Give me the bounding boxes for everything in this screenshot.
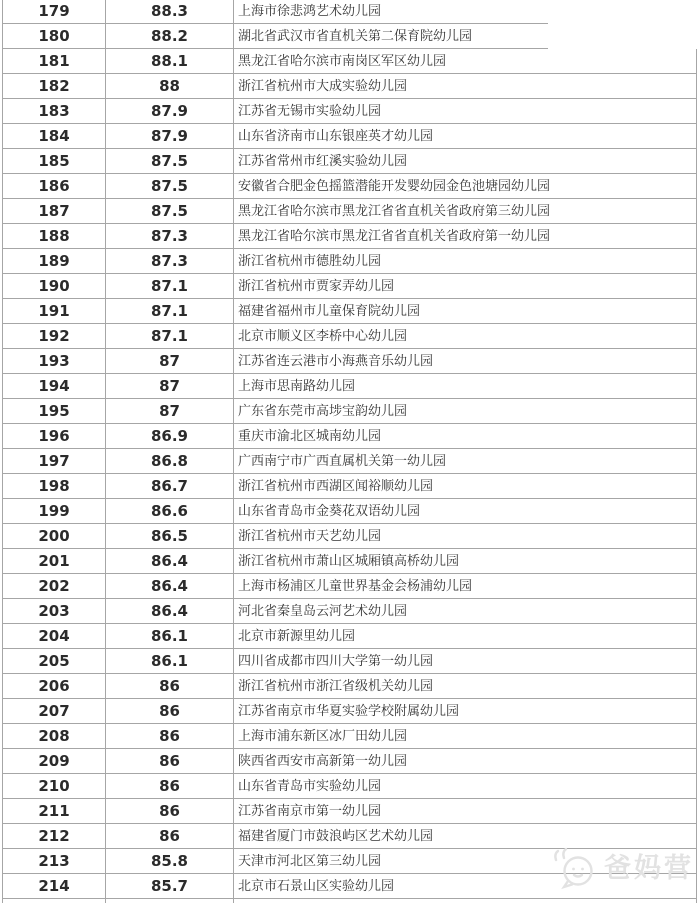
kindergarten-name: 上海市徐悲鸿艺术幼儿园 — [238, 4, 382, 19]
rank-value: 181 — [38, 51, 70, 70]
rank-value: 204 — [38, 626, 70, 645]
table-row — [2, 99, 697, 124]
score-value: 87.5 — [150, 151, 188, 170]
rank-cell — [2, 174, 106, 199]
name-cell — [234, 599, 697, 624]
grid-border-segment — [2, 899, 106, 903]
score-cell — [106, 524, 234, 549]
score-value: 87.1 — [150, 276, 188, 295]
grid-border-segment — [234, 899, 697, 903]
table-row — [2, 0, 697, 24]
rank-cell — [2, 224, 106, 249]
rank-cell — [2, 0, 106, 24]
table-row — [2, 599, 697, 624]
rank-value: 209 — [38, 751, 70, 770]
score-cell — [106, 499, 234, 524]
name-cell — [234, 249, 697, 274]
rank-cell — [2, 499, 106, 524]
rank-cell — [2, 874, 106, 899]
name-cell — [234, 474, 697, 499]
table-row — [2, 124, 697, 149]
table-row — [2, 24, 697, 49]
kindergarten-name: 山东省青岛市金葵花双语幼儿园 — [238, 503, 421, 519]
score-cell — [106, 124, 234, 149]
rank-cell — [2, 24, 106, 49]
kindergarten-name: 广西南宁市广西直属机关第一幼儿园 — [238, 453, 447, 469]
score-value: 86.8 — [150, 451, 188, 470]
name-cell — [234, 299, 697, 324]
kindergarten-name: 陕西省西安市高新第一幼儿园 — [238, 753, 408, 769]
kindergarten-name: 浙江省杭州市西湖区闻裕顺幼儿园 — [238, 478, 434, 494]
table-row — [2, 549, 697, 574]
score-cell — [106, 224, 234, 249]
score-cell — [106, 274, 234, 299]
score-value: 88 — [159, 76, 180, 95]
rank-cell — [2, 724, 106, 749]
score-cell — [106, 649, 234, 674]
rank-cell — [2, 549, 106, 574]
rank-cell — [2, 99, 106, 124]
kindergarten-name: 山东省青岛市实验幼儿园 — [238, 778, 382, 794]
rank-cell — [2, 49, 106, 74]
score-value: 88.3 — [150, 1, 188, 20]
score-value: 86.6 — [150, 501, 188, 520]
rank-cell — [2, 674, 106, 699]
table-row — [2, 799, 697, 824]
table-row — [2, 499, 697, 524]
table-row — [2, 524, 697, 549]
score-cell — [106, 324, 234, 349]
rank-value: 205 — [38, 651, 70, 670]
kindergarten-name: 黑龙江省哈尔滨市黑龙江省省直机关省政府第三幼儿园 — [238, 203, 551, 219]
table-row — [2, 199, 697, 224]
score-cell — [106, 449, 234, 474]
rank-cell — [2, 599, 106, 624]
score-cell — [106, 474, 234, 499]
rank-value: 214 — [38, 876, 70, 895]
score-value: 87.9 — [150, 101, 188, 120]
rank-cell — [2, 399, 106, 424]
rank-value: 201 — [38, 551, 70, 570]
score-value: 87.5 — [150, 176, 188, 195]
rank-value: 192 — [38, 326, 70, 345]
score-cell — [106, 574, 234, 599]
name-cell — [234, 674, 697, 699]
kindergarten-name: 江苏省南京市华夏实验学校附属幼儿园 — [238, 703, 460, 719]
kindergarten-name: 浙江省杭州市浙江省级机关幼儿园 — [238, 678, 434, 694]
rank-value: 188 — [38, 226, 70, 245]
table-row — [2, 724, 697, 749]
score-value: 86 — [159, 751, 180, 770]
score-value: 87.5 — [150, 201, 188, 220]
name-cell — [234, 749, 697, 774]
rank-value: 185 — [38, 151, 70, 170]
score-value: 88.1 — [150, 51, 188, 70]
score-value: 86.9 — [150, 426, 188, 445]
score-value: 86 — [159, 826, 180, 845]
rank-value: 183 — [38, 101, 70, 120]
rank-cell — [2, 524, 106, 549]
score-value: 86.1 — [150, 626, 188, 645]
rank-cell — [2, 324, 106, 349]
table-row — [2, 424, 697, 449]
name-cell — [234, 849, 697, 874]
score-cell — [106, 774, 234, 799]
rank-value: 198 — [38, 476, 70, 495]
rank-cell — [2, 649, 106, 674]
name-cell — [234, 774, 697, 799]
name-cell — [234, 524, 697, 549]
rank-value: 186 — [38, 176, 70, 195]
score-cell — [106, 824, 234, 849]
rank-cell — [2, 149, 106, 174]
table-row — [2, 324, 697, 349]
score-value: 86 — [159, 726, 180, 745]
name-cell — [234, 649, 697, 674]
table-row — [2, 399, 697, 424]
score-cell — [106, 724, 234, 749]
kindergarten-name: 上海市杨浦区儿童世界基金会杨浦幼儿园 — [238, 578, 473, 594]
score-value: 87.3 — [150, 251, 188, 270]
kindergarten-name: 江苏省常州市红溪实验幼儿园 — [238, 153, 408, 169]
table-row — [2, 699, 697, 724]
table-row — [2, 299, 697, 324]
rank-cell — [2, 299, 106, 324]
kindergarten-name: 湖北省武汉市省直机关第二保育院幼儿园 — [238, 29, 473, 44]
rank-value: 207 — [38, 701, 70, 720]
name-cell — [234, 49, 697, 74]
score-cell — [106, 349, 234, 374]
rank-cell — [2, 199, 106, 224]
rank-cell — [2, 124, 106, 149]
kindergarten-name: 河北省秦皇岛云河艺术幼儿园 — [238, 603, 408, 619]
rank-value: 195 — [38, 401, 70, 420]
kindergarten-name: 安徽省合肥金色摇篮潜能开发婴幼园金色池塘园幼儿园 — [238, 178, 551, 194]
rank-cell — [2, 824, 106, 849]
kindergarten-name: 上海市思南路幼儿园 — [238, 378, 356, 394]
score-value: 86.7 — [150, 476, 188, 495]
name-cell — [234, 399, 697, 424]
kindergarten-name: 浙江省杭州市天艺幼儿园 — [238, 528, 382, 544]
table-row — [2, 874, 697, 899]
kindergarten-name: 广东省东莞市高埗宝韵幼儿园 — [238, 403, 408, 419]
score-value: 86 — [159, 701, 180, 720]
kindergarten-name: 上海市浦东新区冰厂田幼儿园 — [238, 728, 408, 744]
table-row — [2, 824, 697, 849]
rank-value: 194 — [38, 376, 70, 395]
score-cell — [106, 549, 234, 574]
rank-value: 182 — [38, 76, 70, 95]
kindergarten-name: 浙江省杭州市贾家弄幼儿园 — [238, 278, 395, 294]
name-cell — [234, 274, 697, 299]
score-cell — [106, 249, 234, 274]
kindergarten-name: 浙江省杭州市萧山区城厢镇高桥幼儿园 — [238, 553, 460, 569]
kindergarten-name: 浙江省杭州市德胜幼儿园 — [238, 253, 382, 269]
name-cell — [234, 99, 697, 124]
kindergarten-name: 黑龙江省哈尔滨市南岗区军区幼儿园 — [238, 53, 447, 69]
kindergarten-name: 浙江省杭州市大成实验幼儿园 — [238, 78, 408, 94]
rank-cell — [2, 349, 106, 374]
score-value: 87.3 — [150, 226, 188, 245]
table-row — [2, 849, 697, 874]
kindergarten-name: 北京市石景山区实验幼儿园 — [238, 878, 395, 894]
table-row — [2, 74, 697, 99]
table-row — [2, 624, 697, 649]
rank-value: 199 — [38, 501, 70, 520]
rank-value: 196 — [38, 426, 70, 445]
name-cell — [234, 499, 697, 524]
name-cell — [234, 24, 697, 49]
rank-cell — [2, 624, 106, 649]
name-cell — [234, 349, 697, 374]
score-value: 87 — [159, 351, 180, 370]
score-cell — [106, 149, 234, 174]
name-cell — [234, 324, 697, 349]
rank-value: 200 — [38, 526, 70, 545]
score-cell — [106, 699, 234, 724]
table-row — [2, 674, 697, 699]
name-cell — [234, 0, 697, 24]
table-row — [2, 449, 697, 474]
score-value: 85.7 — [150, 876, 188, 895]
score-value: 86.1 — [150, 651, 188, 670]
rank-cell — [2, 74, 106, 99]
rank-cell — [2, 274, 106, 299]
score-value: 86 — [159, 776, 180, 795]
score-value: 86.4 — [150, 551, 188, 570]
kindergarten-name: 北京市顺义区李桥中心幼儿园 — [238, 328, 408, 344]
kindergarten-name: 江苏省连云港市小海燕音乐幼儿园 — [238, 353, 434, 369]
name-cell — [234, 124, 697, 149]
name-cell — [234, 374, 697, 399]
kindergarten-name: 福建省福州市儿童保育院幼儿园 — [238, 303, 421, 319]
rank-value: 203 — [38, 601, 70, 620]
score-cell — [106, 874, 234, 899]
table-row — [2, 374, 697, 399]
score-cell — [106, 674, 234, 699]
score-value: 86.4 — [150, 601, 188, 620]
name-cell — [234, 224, 697, 249]
score-value: 86.5 — [150, 526, 188, 545]
rank-value: 180 — [38, 26, 70, 45]
rank-cell — [2, 449, 106, 474]
rank-value: 191 — [38, 301, 70, 320]
kindergarten-name: 北京市新源里幼儿园 — [238, 628, 356, 644]
rank-cell — [2, 849, 106, 874]
rank-cell — [2, 774, 106, 799]
rank-value: 193 — [38, 351, 70, 370]
kindergarten-name: 江苏省无锡市实验幼儿园 — [238, 103, 382, 119]
kindergarten-name: 黑龙江省哈尔滨市黑龙江省省直机关省政府第一幼儿园 — [238, 228, 551, 244]
rank-value: 206 — [38, 676, 70, 695]
score-cell — [106, 424, 234, 449]
next-row-sliver — [2, 899, 697, 903]
rank-value: 184 — [38, 126, 70, 145]
name-cell — [234, 449, 697, 474]
rank-value: 213 — [38, 851, 70, 870]
kindergarten-name: 天津市河北区第三幼儿园 — [238, 853, 382, 869]
name-cell — [234, 874, 697, 899]
score-cell — [106, 74, 234, 99]
rank-value: 189 — [38, 251, 70, 270]
name-cell — [234, 574, 697, 599]
rank-value: 211 — [38, 801, 70, 820]
rank-value: 197 — [38, 451, 70, 470]
name-cell — [234, 149, 697, 174]
rank-cell — [2, 374, 106, 399]
score-cell — [106, 99, 234, 124]
kindergarten-name: 江苏省南京市第一幼儿园 — [238, 803, 382, 819]
score-value: 87.1 — [150, 301, 188, 320]
table-row — [2, 749, 697, 774]
rank-cell — [2, 249, 106, 274]
name-cell — [234, 199, 697, 224]
rank-cell — [2, 799, 106, 824]
rank-value: 190 — [38, 276, 70, 295]
name-cell — [234, 624, 697, 649]
score-cell — [106, 624, 234, 649]
score-value: 88.2 — [150, 26, 188, 45]
rank-cell — [2, 574, 106, 599]
score-value: 86 — [159, 676, 180, 695]
kindergarten-name: 福建省厦门市鼓浪屿区艺术幼儿园 — [238, 828, 434, 844]
name-cell — [234, 699, 697, 724]
table-row — [2, 49, 697, 74]
score-cell — [106, 749, 234, 774]
table-row — [2, 349, 697, 374]
name-cell — [234, 824, 697, 849]
table-row — [2, 474, 697, 499]
rank-value: 202 — [38, 576, 70, 595]
watermark-text: 爸妈营 — [604, 852, 694, 884]
score-cell — [106, 0, 234, 24]
score-value: 87 — [159, 401, 180, 420]
table-row — [2, 174, 697, 199]
name-cell — [234, 74, 697, 99]
table-row — [2, 224, 697, 249]
table-row — [2, 574, 697, 599]
score-cell — [106, 24, 234, 49]
rank-value: 179 — [38, 1, 70, 20]
kindergarten-name: 重庆市渝北区城南幼儿园 — [238, 428, 382, 444]
rank-value: 210 — [38, 776, 70, 795]
rank-value: 212 — [38, 826, 70, 845]
score-cell — [106, 849, 234, 874]
name-cell — [234, 724, 697, 749]
rank-cell — [2, 699, 106, 724]
score-cell — [106, 374, 234, 399]
rank-value: 187 — [38, 201, 70, 220]
kindergarten-name: 山东省济南市山东银座英才幼儿园 — [238, 128, 434, 144]
rank-cell — [2, 749, 106, 774]
score-cell — [106, 399, 234, 424]
score-value: 87 — [159, 376, 180, 395]
score-value: 87.9 — [150, 126, 188, 145]
name-cell — [234, 424, 697, 449]
table-row — [2, 274, 697, 299]
score-value: 87.1 — [150, 326, 188, 345]
rank-cell — [2, 424, 106, 449]
score-value: 86 — [159, 801, 180, 820]
table-row — [2, 649, 697, 674]
name-cell — [234, 799, 697, 824]
score-cell — [106, 299, 234, 324]
table-row — [2, 249, 697, 274]
score-value: 86.4 — [150, 576, 188, 595]
grid-border-segment — [106, 899, 234, 903]
score-cell — [106, 49, 234, 74]
table-row — [2, 149, 697, 174]
rank-cell — [2, 474, 106, 499]
score-value: 85.8 — [150, 851, 188, 870]
rank-value: 208 — [38, 726, 70, 745]
score-cell — [106, 174, 234, 199]
score-cell — [106, 199, 234, 224]
score-cell — [106, 799, 234, 824]
kindergarten-name: 四川省成都市四川大学第一幼儿园 — [238, 653, 434, 669]
score-cell — [106, 599, 234, 624]
name-cell — [234, 174, 697, 199]
table-row — [2, 774, 697, 799]
name-cell — [234, 549, 697, 574]
